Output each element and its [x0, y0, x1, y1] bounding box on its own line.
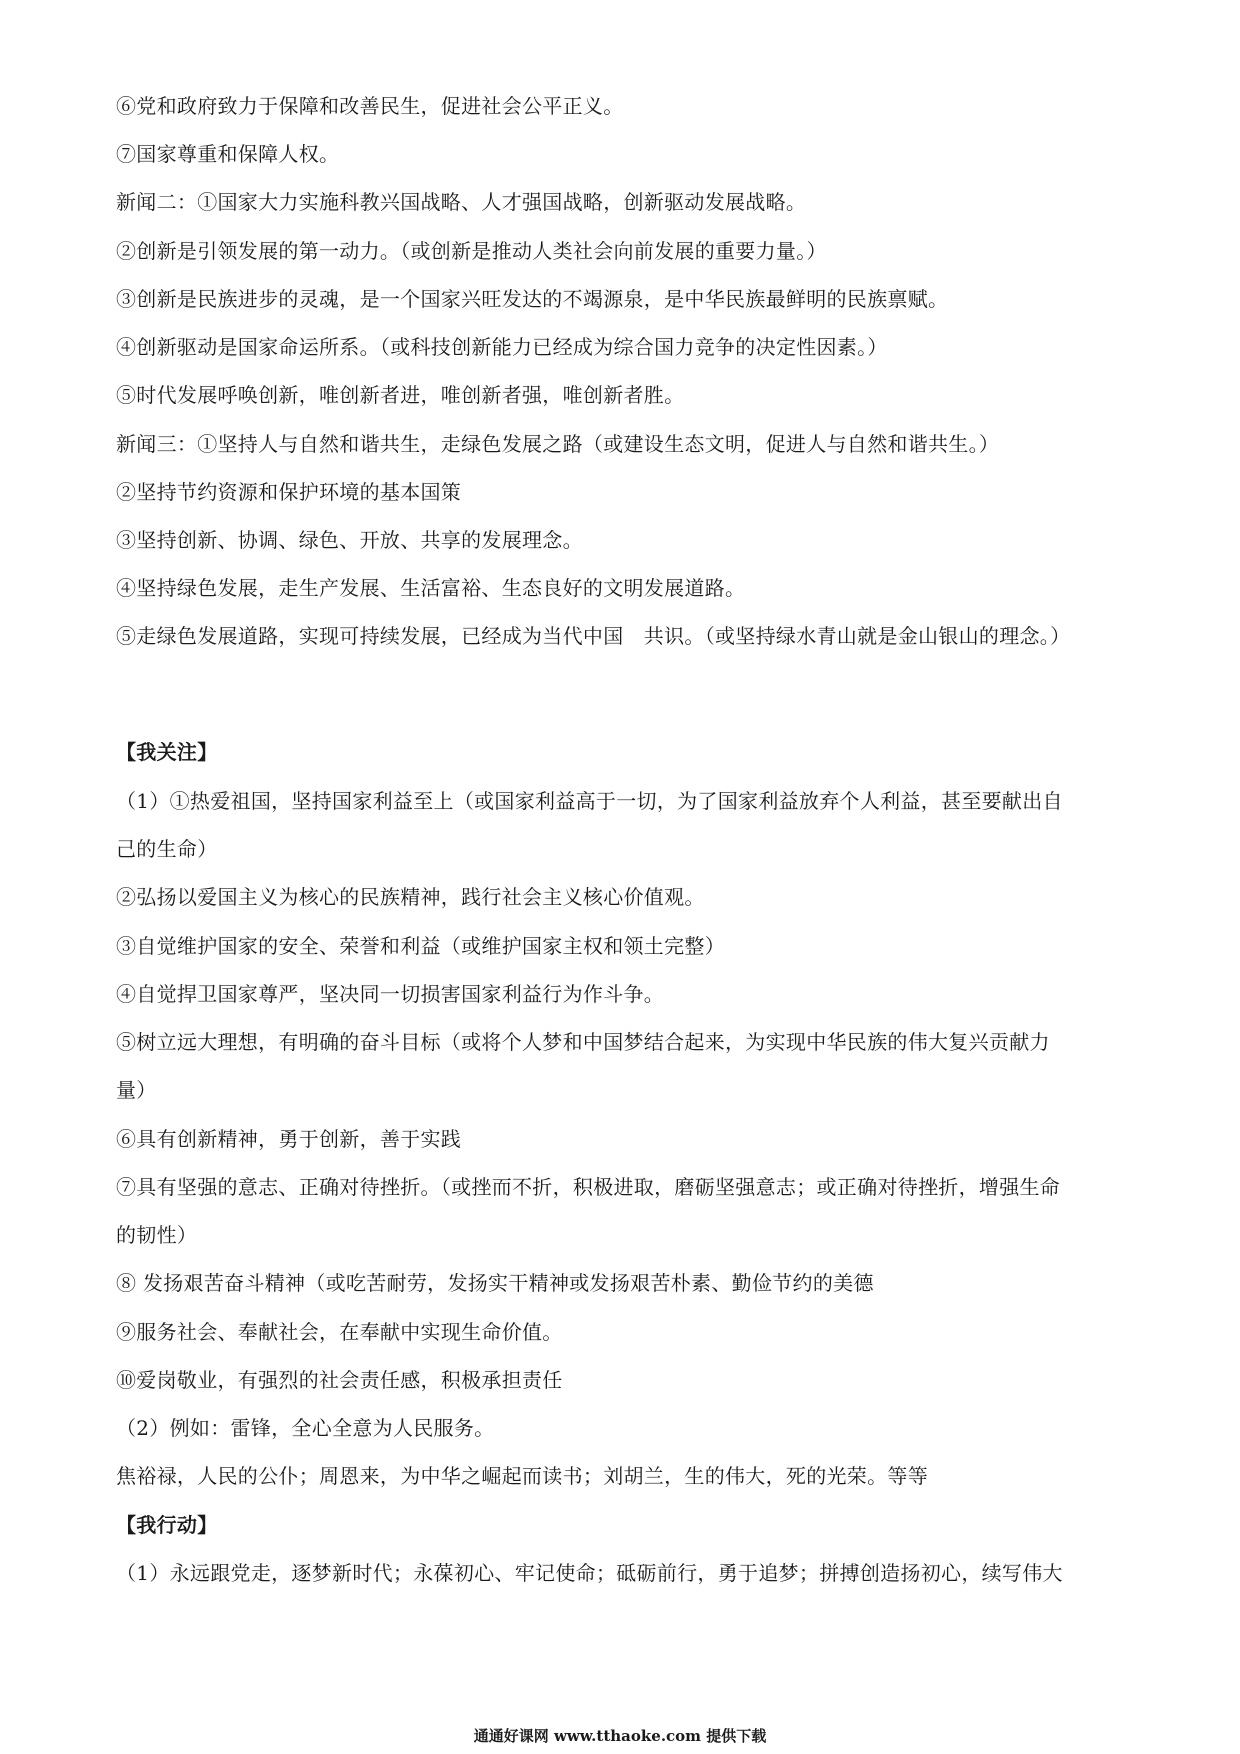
answer-line: ⑨服务社会、奉献社会，在奉献中实现生命价值。 [116, 1320, 563, 1344]
answer-line: ⑤树立远大理想，有明确的奋斗目标（或将个人梦和中国梦结合起来，为实现中华民族的伟大复兴贡献力 [116, 1030, 1050, 1054]
answer-line: （1）①热爱祖国，坚持国家利益至上（或国家利益高于一切，为了国家利益放弃个人利益，甚至要献出自 [116, 789, 1063, 813]
footer-credit: 通通好课网 www.tthaoke.com 提供下载 [473, 1727, 767, 1745]
section-heading-guanzhu: 【我关注】 [116, 740, 218, 764]
news-line: 新闻二：①国家大力实施科教兴国战略、人才强国战略，创新驱动发展战略。 [116, 190, 807, 214]
section-heading-xingdong: 【我行动】 [116, 1513, 218, 1537]
news-line: ④坚持绿色发展，走生产发展、生活富裕、生态良好的文明发展道路。 [116, 576, 746, 600]
news-line: ④创新驱动是国家命运所系。（或科技创新能力已经成为综合国力竞争的决定性因素。） [116, 335, 888, 359]
answer-line: ⑥具有创新精神，勇于创新，善于实践 [116, 1127, 462, 1151]
answer-line: 的韧性） [116, 1223, 198, 1247]
answer-line: ②弘扬以爱国主义为核心的民族精神，践行社会主义核心价值观。 [116, 885, 705, 909]
answer-line: ③自觉维护国家的安全、荣誉和利益（或维护国家主权和领土完整） [116, 934, 725, 958]
answer-line: ⑩爱岗敬业，有强烈的社会责任感，积极承担责任 [116, 1368, 563, 1392]
news-line: ⑦国家尊重和保障人权。 [116, 142, 340, 166]
answer-line: （2）例如：雷锋，全心全意为人民服务。 [116, 1416, 495, 1440]
news-line: ⑤走绿色发展道路，实现可持续发展，已经成为当代中国 共识。（或坚持绿水青山就是金山银山的理念。） [116, 624, 1071, 648]
news-line: ③创新是民族进步的灵魂，是一个国家兴旺发达的不竭源泉，是中华民族最鲜明的民族禀赋。 [116, 287, 949, 311]
news-line: ②坚持节约资源和保护环境的基本国策 [116, 480, 462, 504]
news-line: ③坚持创新、协调、绿色、开放、共享的发展理念。 [116, 528, 583, 552]
answer-line: （1）永远跟党走，逐梦新时代；永葆初心、牢记使命；砥砺前行，勇于追梦；拼搏创造扬初心，续写伟大 [116, 1561, 1063, 1585]
answer-line: ⑧ 发扬艰苦奋斗精神（或吃苦耐劳，发扬实干精神或发扬艰苦朴素、勤俭节约的美德 [116, 1271, 874, 1295]
news-line: ⑤时代发展呼唤创新，唯创新者进，唯创新者强，唯创新者胜。 [116, 383, 685, 407]
news-line: ②创新是引领发展的第一动力。（或创新是推动人类社会向前发展的重要力量。） [116, 239, 827, 263]
answer-line: 量） [116, 1078, 157, 1102]
news-line: ⑥党和政府致力于保障和改善民生，促进社会公平正义。 [116, 94, 624, 118]
answer-line: ④自觉捍卫国家尊严，坚决同一切损害国家利益行为作斗争。 [116, 982, 665, 1006]
answer-line: 焦裕禄，人民的公仆；周恩来，为中华之崛起而读书；刘胡兰，生的伟大，死的光荣。等等 [116, 1464, 928, 1488]
answer-line: ⑦具有坚强的意志、正确对待挫折。（或挫而不折，积极进取，磨砺坚强意志；或正确对待挫折，增强生命 [116, 1175, 1061, 1199]
answer-line: 己的生命） [116, 837, 218, 861]
news-line: 新闻三：①坚持人与自然和谐共生，走绿色发展之路（或建设生态文明，促进人与自然和谐共生。） [116, 432, 1000, 456]
